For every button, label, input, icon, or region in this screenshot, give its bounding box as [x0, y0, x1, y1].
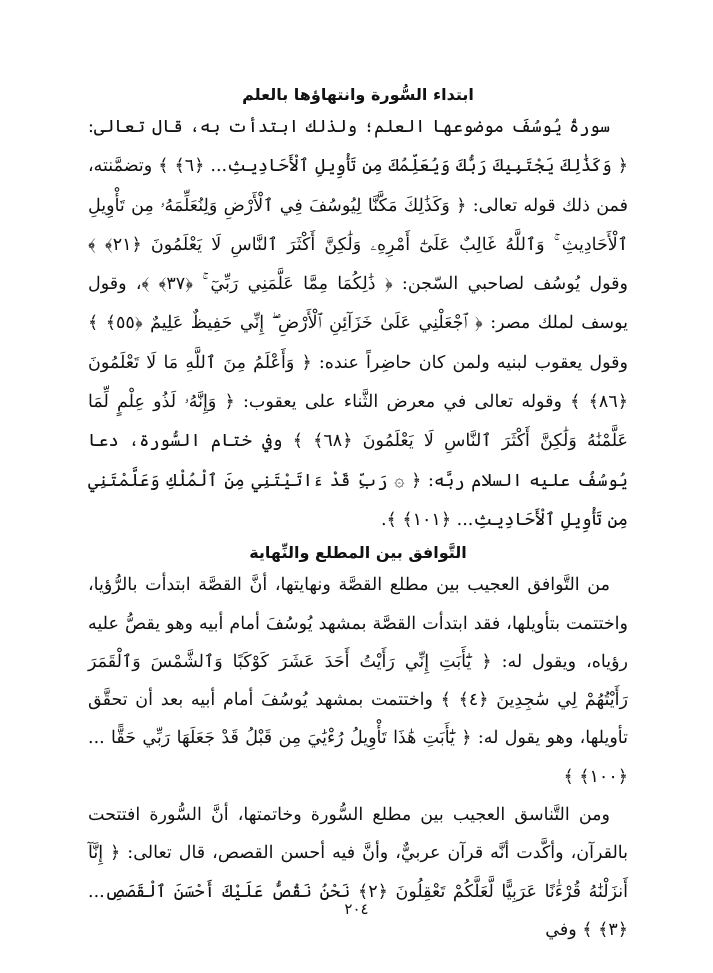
- paragraph-quran-opening: ومن التَّناسق العجيب بين مطلع السُّورة وخاتمتها، أنَّ السُّورة افتتحت بالقرآن، وأكَّدت أنَّه قرآن عربيٌّ، وأنَّ فيه أحسن القصص، قال تعالى: ﴿ إِنَّآ أَنزَلْنَٰهُ قُرْءَٰنًا عَرَبِيًّا لَّعَلَّكُمْ تَعْقِلُونَ ﴿٢﴾ نَحْنُ نَقُصُّ عَلَيْكَ أَحْسَنَ ٱلْقَصَصِ... ﴿٣﴾ ﴾ وفي: [88, 805, 628, 940]
- paragraph-knowledge: سورةُ يُوسُفَ موضوعها العلم؛ ولذلك ابتدأت به، قال تعالى: ﴿ وَكَذَٰلِكَ يَجْتَبِيكَ رَبُّكَ وَيُعَلِّمُكَ مِن تَأْوِيلِ ٱلْأَحَادِيثِ... ﴿٦﴾ ﴾ وتضمَّنته، فمن ذلك قوله تعالى: ﴿ وَكَذَٰلِكَ مَكَّنَّا لِيُوسُفَ فِي ٱلْأَرْضِ وَلِنُعَلِّمَهُۥ مِن تَأْوِيلِ ٱلْأَحَادِيثِ ۚ وَٱللَّهُ غَالِبٌ عَلَىٰٓ أَمْرِهِۦ وَلَٰكِنَّ أَكْثَرَ ٱلنَّاسِ لَا يَعْلَمُونَ ﴿٢١﴾ ﴾ وقول يُوسُف لصاحبي السّجن: ﴿ ذَٰلِكُمَا مِمَّا عَلَّمَنِي رَبِّيٓ ۚ ﴿٣٧﴾ ﴾، وقول يوسف لملك مصر: ﴿ ٱجْعَلْنِي عَلَىٰ خَزَآئِنِ ٱلْأَرْضِ ۖ إِنِّي حَفِيظٌ عَلِيمٌ ﴿٥٥﴾ ﴾ وقول يعقوب لبنيه ولمن كان حاضِراً عنده: ﴿ وَأَعْلَمُ مِنَ ٱللَّهِ مَا لَا تَعْلَمُونَ ﴿٨٦﴾ ﴾ وقوله تعالى في معرض الثَّناء على يعقوب: ﴿ وَإِنَّهُۥ لَذُو عِلْمٍ لِّمَا عَلَّمْنَٰهُ وَلَٰكِنَّ أَكْثَرَ ٱلنَّاسِ لَا يَعْلَمُونَ ﴿٦٨﴾ ﴾ وفي ختام السُّورة، دعا يُوسُفُ عليه السلام ربَّه: ﴿ ۞ رَبِّ قَدْ ءَاتَيْتَنِي مِنَ ٱلْمُلْكِ وَعَلَّمْتَنِي مِن تَأْوِيلِ ٱلْأَحَادِيثِ... ﴿١٠١﴾ ﴾.: [88, 117, 629, 530]
- paragraph-harmony: من التَّوافق العجيب بين مطلع القصَّة ونهايتها، أنَّ القصَّة ابتدأت بالرُّؤيا، واختتمت بتأويلها، فقد ابتدأت القصَّة بمشهد يُوسُفَ أمام أبيه وهو يقصُّ عليه رؤياه، ويقول له: ﴿ يَٰٓأَبَتِ إِنِّي رَأَيْتُ أَحَدَ عَشَرَ كَوْكَبًا وَٱلشَّمْسَ وَٱلْقَمَرَ رَأَيْتُهُمْ لِي سَٰجِدِينَ ﴿٤﴾ ﴾ واختتمت بمشهد يُوسُفَ أمام أبيه بعد أن تحقَّق تأويلها، وهو يقول له: ﴿ يَٰٓأَبَتِ هَٰذَا تَأْوِيلُ رُءْيَٰيَ مِن قَبْلُ قَدْ جَعَلَهَا رَبِّي حَقًّا ... ﴿١٠٠﴾ ﴾: [88, 575, 628, 787]
- section-heading-harmony: التَّوافق بين المطلع والنِّهاية: [249, 543, 467, 563]
- page-number: ٢٠٤: [344, 900, 369, 918]
- page-content: [88, 82, 628, 949]
- section-heading-knowledge: ابتداء السُّورة وانتهاؤها بالعلم: [242, 85, 474, 104]
